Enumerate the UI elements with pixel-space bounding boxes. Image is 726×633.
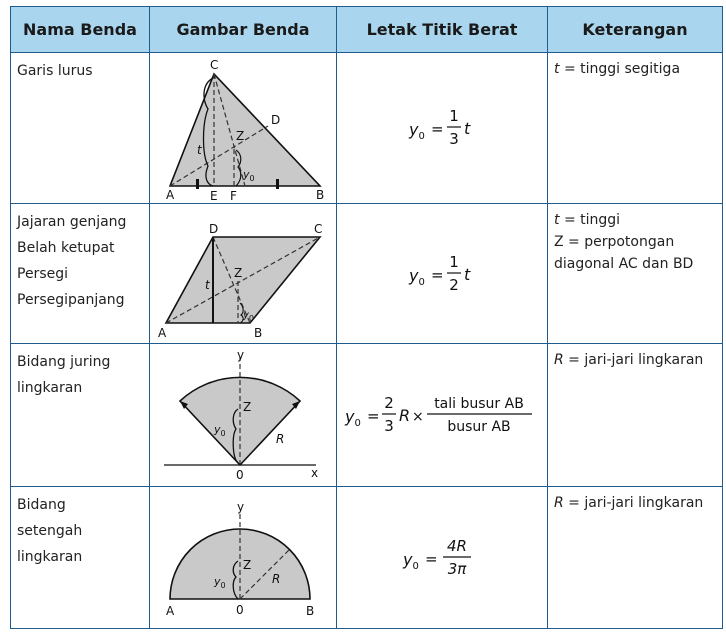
letak-cell <box>337 53 548 204</box>
label-y0: $y_0$ <box>243 309 255 323</box>
formula-lhs: $y_0$ <box>345 407 361 429</box>
label-origin: 0 <box>236 468 244 482</box>
gambar-cell <box>150 487 337 629</box>
formula-numerator: 2 <box>384 394 394 412</box>
nama-line: Bidang juring <box>17 354 111 370</box>
formula-var: R <box>399 406 411 425</box>
keterangan-cell <box>548 487 723 629</box>
label-a: A <box>166 603 175 618</box>
formula-1 <box>337 98 548 158</box>
nama-cell <box>11 344 150 487</box>
formula-numerator: 1 <box>449 252 459 271</box>
triangle-figure <box>150 54 337 202</box>
nama-line: lingkaran <box>17 380 83 396</box>
label-r: R <box>272 571 281 586</box>
label-t: t <box>205 277 210 292</box>
nama-line: Belah ketupat <box>17 240 115 256</box>
svg-text:=: = <box>425 549 438 568</box>
formula-denominator: 2 <box>449 275 459 294</box>
keterangan-line: R = jari-jari lingkaran <box>554 352 704 368</box>
semicircle-figure <box>150 489 337 627</box>
nama-line: Persegi <box>17 266 68 282</box>
header-row <box>11 7 723 53</box>
formula-var: t <box>464 264 471 284</box>
nama-cell <box>11 487 150 629</box>
nama-line: lingkaran <box>17 549 83 565</box>
formula-numerator: 4R <box>447 536 467 555</box>
svg-text:=: = <box>367 407 380 425</box>
header-gambar-benda: Gambar Benda <box>150 7 337 53</box>
table-row <box>11 344 723 487</box>
label-a: A <box>166 188 175 202</box>
label-z: Z <box>243 557 252 572</box>
gambar-cell <box>150 53 337 204</box>
svg-text:=: = <box>431 265 444 284</box>
nama-line: Jajaran genjang <box>17 214 127 230</box>
label-b: B <box>306 603 315 618</box>
formula-denominator: 3π <box>447 559 467 578</box>
formula-denominator: 3 <box>384 417 394 435</box>
nama-cell <box>11 53 150 204</box>
keterangan-line: t = tinggi <box>554 212 621 228</box>
formula-denominator-2: busur AB <box>447 419 511 435</box>
header-keterangan: Keterangan <box>548 7 723 53</box>
keterangan-line: Z = perpotongan <box>554 234 675 250</box>
label-r: R <box>276 432 285 446</box>
keterangan-line: diagonal AC dan BD <box>554 256 694 272</box>
label-t: t <box>197 143 202 157</box>
formula-lhs: $y_0$ <box>409 265 425 288</box>
parallelogram-figure <box>150 205 337 343</box>
formula-lhs: $y_0$ <box>409 120 425 142</box>
nama-line: Bidang <box>17 497 66 513</box>
label-e: E <box>210 189 218 202</box>
letak-cell <box>337 487 548 629</box>
label-c: C <box>210 58 219 72</box>
label-y0: $y_0$ <box>243 168 255 183</box>
nama-cell <box>11 204 150 344</box>
keterangan-cell <box>548 53 723 204</box>
letak-cell <box>337 344 548 487</box>
keterangan-cell <box>548 344 723 487</box>
label-b: B <box>254 325 263 340</box>
label-a: A <box>158 325 167 340</box>
formula-3 <box>337 385 548 445</box>
table-row <box>11 53 723 204</box>
header-letak-titik-berat: Letak Titik Berat <box>337 7 548 53</box>
label-c: C <box>314 221 323 236</box>
formula-lhs: $y_0$ <box>403 549 419 572</box>
label-origin: 0 <box>236 602 244 617</box>
formula-4 <box>337 528 548 588</box>
label-d: D <box>209 221 219 236</box>
label-y0: $y_0$ <box>214 574 226 590</box>
keterangan-line: t = tinggi segitiga <box>554 61 681 77</box>
table-row <box>11 487 723 629</box>
formula-numerator-2: tali busur AB <box>434 396 524 412</box>
label-f: F <box>230 189 237 202</box>
label-y: y <box>237 348 245 362</box>
label-b: B <box>316 188 325 202</box>
header-nama-benda: Nama Benda <box>11 7 150 53</box>
gambar-cell <box>150 344 337 487</box>
keterangan-cell <box>548 204 723 344</box>
sector-figure <box>150 345 337 485</box>
label-d: D <box>271 113 281 127</box>
table-row <box>11 204 723 344</box>
nama-line: Garis lurus <box>17 63 93 79</box>
formula-denominator: 3 <box>449 130 459 148</box>
centroid-table <box>10 6 723 629</box>
formula-times: × <box>412 409 424 425</box>
gambar-cell <box>150 204 337 344</box>
letak-cell <box>337 204 548 344</box>
svg-text:=: = <box>431 120 444 138</box>
nama-line: setengah <box>17 523 83 539</box>
label-z: Z <box>243 400 252 414</box>
label-x: x <box>311 466 319 480</box>
label-y: y <box>237 499 245 514</box>
nama-line: Persegipanjang <box>17 292 125 308</box>
keterangan-line: R = jari-jari lingkaran <box>554 495 704 511</box>
formula-numerator: 1 <box>449 107 459 125</box>
formula-var: t <box>464 119 471 138</box>
label-z: Z <box>234 265 243 280</box>
label-z: Z <box>236 129 245 143</box>
formula-2 <box>337 244 548 304</box>
label-y0: $y_0$ <box>214 423 226 438</box>
